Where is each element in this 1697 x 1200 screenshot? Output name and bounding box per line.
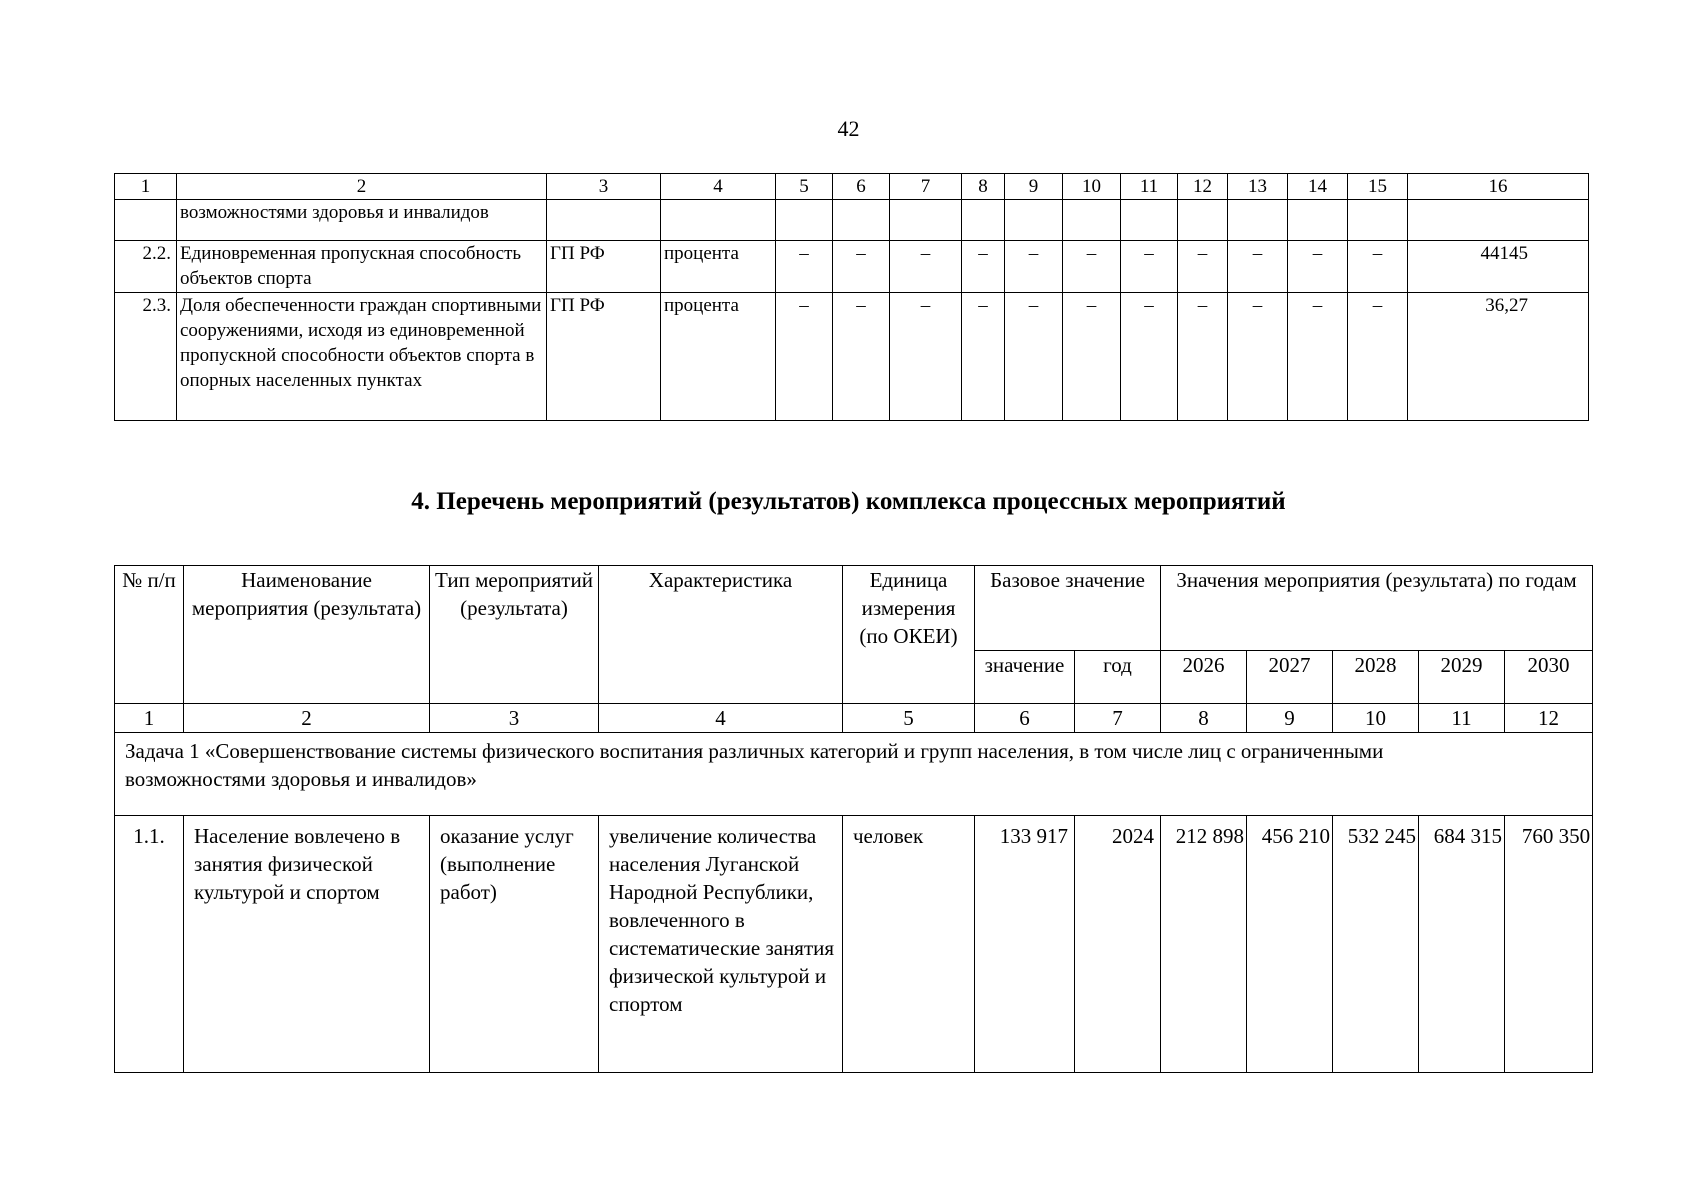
indicator-unit bbox=[661, 200, 776, 241]
value-cell bbox=[962, 200, 1005, 241]
header-cell: 4 bbox=[661, 174, 776, 200]
value-cell bbox=[1178, 200, 1228, 241]
header-cell: 15 bbox=[1348, 174, 1408, 200]
header-values-by-year: Значения мероприятия (результата) по годам bbox=[1161, 566, 1593, 651]
page-number: 42 bbox=[837, 116, 860, 141]
year-value: 532 245 bbox=[1333, 816, 1419, 1073]
index-cell: 10 bbox=[1333, 704, 1419, 733]
header-cell: 8 bbox=[962, 174, 1005, 200]
value-cell bbox=[1288, 200, 1348, 241]
table-row bbox=[115, 293, 1589, 421]
header-year: 2026 bbox=[1161, 651, 1247, 704]
value-cell bbox=[1063, 200, 1121, 241]
index-cell: 6 bbox=[975, 704, 1075, 733]
row-number: 1.1. bbox=[115, 816, 184, 1073]
header-cell: 12 bbox=[1178, 174, 1228, 200]
value-cell: – bbox=[1121, 241, 1178, 293]
year-value: 760 350 bbox=[1505, 816, 1593, 1073]
header-year: 2028 bbox=[1333, 651, 1419, 704]
header-cell: 5 bbox=[776, 174, 833, 200]
row-number: 2.3. bbox=[115, 293, 177, 421]
header-unit: Единица измерения (по ОКЕИ) bbox=[843, 566, 975, 704]
year-value: 212 898 bbox=[1161, 816, 1247, 1073]
row-number bbox=[115, 200, 177, 241]
year-value: 684 315 bbox=[1419, 816, 1505, 1073]
value-cell: – bbox=[1288, 293, 1348, 421]
row-number: 2.2. bbox=[115, 241, 177, 293]
value-cell: – bbox=[962, 293, 1005, 421]
header-base-value: значение bbox=[975, 651, 1075, 704]
value-cell: – bbox=[1005, 293, 1063, 421]
indicator-name: Единовременная пропускная способность объектов спорта bbox=[177, 241, 547, 293]
header-type: Тип мероприятий (результата) bbox=[430, 566, 599, 704]
indicator-name: Доля обеспеченности граждан спортивными сооружениями, исходя из единовременной пропускной способности объектов спорта в опорных населенных пунктах bbox=[177, 293, 547, 421]
index-cell: 3 bbox=[430, 704, 599, 733]
header-characteristic: Характеристика bbox=[599, 566, 843, 704]
header-cell: 3 bbox=[547, 174, 661, 200]
value-cell: – bbox=[776, 293, 833, 421]
final-value-cell: 36,27 bbox=[1408, 293, 1589, 421]
header-cell: 11 bbox=[1121, 174, 1178, 200]
activities-table bbox=[114, 565, 1593, 1073]
header-year: 2030 bbox=[1505, 651, 1593, 704]
value-cell: – bbox=[1288, 241, 1348, 293]
activity-name: Население вовлечено в занятия физической культурой и спортом bbox=[184, 816, 430, 1073]
base-value: 133 917 bbox=[975, 816, 1075, 1073]
header-cell: 16 bbox=[1408, 174, 1589, 200]
index-cell: 11 bbox=[1419, 704, 1505, 733]
header-base-year: год bbox=[1075, 651, 1161, 704]
indicator-unit: процента bbox=[661, 293, 776, 421]
index-cell: 9 bbox=[1247, 704, 1333, 733]
index-cell: 12 bbox=[1505, 704, 1593, 733]
index-cell: 7 bbox=[1075, 704, 1161, 733]
value-cell: – bbox=[1063, 241, 1121, 293]
indicator-source: ГП РФ bbox=[547, 293, 661, 421]
value-cell bbox=[890, 200, 962, 241]
value-cell: – bbox=[962, 241, 1005, 293]
value-cell: – bbox=[1228, 241, 1288, 293]
task-row bbox=[115, 733, 1593, 816]
indicator-unit: процента bbox=[661, 241, 776, 293]
value-cell: – bbox=[1348, 293, 1408, 421]
header-year: 2027 bbox=[1247, 651, 1333, 704]
section-title: 4. Перечень мероприятий (результатов) комплекса процессных мероприятий bbox=[411, 488, 1286, 515]
value-cell: – bbox=[833, 293, 890, 421]
value-cell: – bbox=[1121, 293, 1178, 421]
value-cell bbox=[776, 200, 833, 241]
header-num: № п/п bbox=[115, 566, 184, 704]
table-header-row bbox=[115, 566, 1593, 651]
header-cell: 6 bbox=[833, 174, 890, 200]
activity-unit: человек bbox=[843, 816, 975, 1073]
value-cell bbox=[1348, 200, 1408, 241]
index-cell: 4 bbox=[599, 704, 843, 733]
activity-characteristic: увеличение количества населения Луганской Народной Республики, вовлеченного в систематические занятия физической культурой и спортом bbox=[599, 816, 843, 1073]
header-cell: 13 bbox=[1228, 174, 1288, 200]
header-cell: 10 bbox=[1063, 174, 1121, 200]
final-value-cell bbox=[1408, 200, 1589, 241]
base-year: 2024 bbox=[1075, 816, 1161, 1073]
index-cell: 8 bbox=[1161, 704, 1247, 733]
table-row bbox=[115, 200, 1589, 241]
value-cell: – bbox=[1178, 241, 1228, 293]
value-cell: – bbox=[1178, 293, 1228, 421]
table-row bbox=[115, 241, 1589, 293]
value-cell: – bbox=[1063, 293, 1121, 421]
index-cell: 2 bbox=[184, 704, 430, 733]
index-cell: 5 bbox=[843, 704, 975, 733]
task-text: Задача 1 «Совершенствование системы физического воспитания различных категорий и групп населения, в том числе лиц с ограниченными возможностями здоровья и инвалидов» bbox=[115, 733, 1593, 816]
activity-type: оказание услуг (выполнение работ) bbox=[430, 816, 599, 1073]
indicator-source: ГП РФ bbox=[547, 241, 661, 293]
value-cell bbox=[1228, 200, 1288, 241]
header-cell: 9 bbox=[1005, 174, 1063, 200]
table-header-row bbox=[115, 174, 1589, 200]
value-cell: – bbox=[1005, 241, 1063, 293]
header-cell: 2 bbox=[177, 174, 547, 200]
indicator-source bbox=[547, 200, 661, 241]
final-value-cell: 44145 bbox=[1408, 241, 1589, 293]
value-cell: – bbox=[776, 241, 833, 293]
value-cell: – bbox=[1348, 241, 1408, 293]
header-cell: 14 bbox=[1288, 174, 1348, 200]
value-cell bbox=[1005, 200, 1063, 241]
value-cell: – bbox=[833, 241, 890, 293]
value-cell: – bbox=[1228, 293, 1288, 421]
table-row bbox=[115, 816, 1593, 1073]
value-cell bbox=[833, 200, 890, 241]
column-index-row bbox=[115, 704, 1593, 733]
header-cell: 1 bbox=[115, 174, 177, 200]
header-year: 2029 bbox=[1419, 651, 1505, 704]
year-value: 456 210 bbox=[1247, 816, 1333, 1073]
value-cell: – bbox=[890, 241, 962, 293]
index-cell: 1 bbox=[115, 704, 184, 733]
value-cell: – bbox=[890, 293, 962, 421]
value-cell bbox=[1121, 200, 1178, 241]
header-name: Наименование мероприятия (результата) bbox=[184, 566, 430, 704]
indicators-table bbox=[114, 173, 1589, 421]
header-cell: 7 bbox=[890, 174, 962, 200]
indicator-name: возможностями здоровья и инвалидов bbox=[177, 200, 547, 241]
header-base: Базовое значение bbox=[975, 566, 1161, 651]
